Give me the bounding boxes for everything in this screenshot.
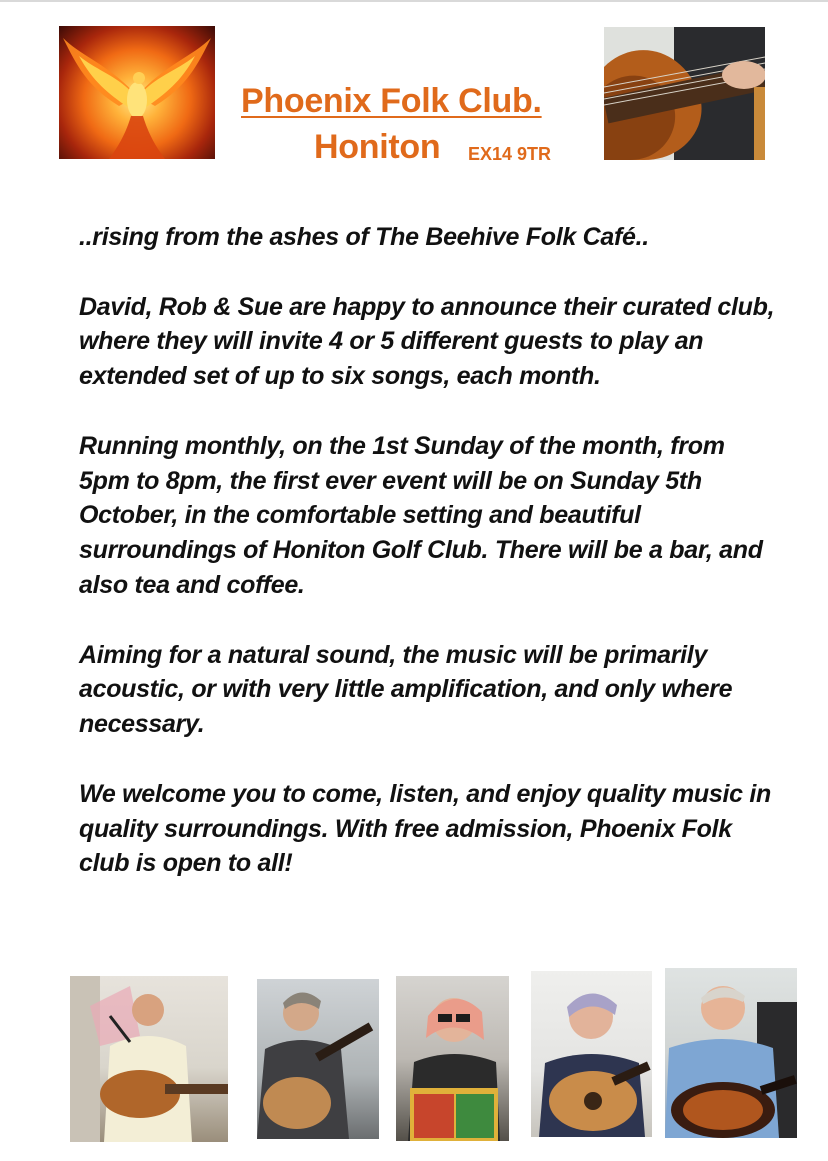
paragraph-welcome: We welcome you to come, listen, and enjoy quality music in quality surroundings. With free admission, Phoenix Folk club is open to all! <box>79 779 772 878</box>
performer-photo-5 <box>665 968 797 1138</box>
paragraph-schedule: Running monthly, on the 1st Sunday of the month, from 5pm to 8pm, the first ever event will be on Sunday 5th October, in the comfortable setting and beautiful surroundings of Honiton Golf Club. There will be a bar, and also tea and coffee. <box>79 431 763 599</box>
announcement-text <box>79 220 779 916</box>
guitarist-icon <box>531 971 652 1137</box>
town-name: Honiton <box>314 128 441 166</box>
club-title: Phoenix Folk Club. <box>241 82 542 120</box>
paragraph-sound: Aiming for a natural sound, the music will be primarily acoustic, or with very little amplification, and only where necessary. <box>79 640 733 739</box>
performer-photo-3 <box>396 976 509 1141</box>
guitarist-icon <box>257 979 379 1139</box>
postcode: EX14 9TR <box>468 144 552 164</box>
phoenix-image <box>59 26 215 159</box>
top-divider <box>0 0 828 2</box>
guitarist-icon <box>70 976 228 1142</box>
performer-photo-1 <box>70 976 228 1142</box>
guitarist-icon <box>665 968 797 1138</box>
phoenix-icon <box>59 26 215 159</box>
guitar-icon <box>604 27 765 160</box>
singer-icon <box>396 976 509 1141</box>
guitar-image <box>604 27 765 160</box>
paragraph-intro: David, Rob & Sue are happy to announce their curated club, where they will invite 4 or 5 different guests to play an extended set of up to six songs, each month. <box>79 292 775 391</box>
performer-photo-2 <box>257 979 379 1139</box>
performer-photo-4 <box>531 971 652 1137</box>
tagline: ..rising from the ashes of The Beehive Folk Café.. <box>79 223 649 251</box>
